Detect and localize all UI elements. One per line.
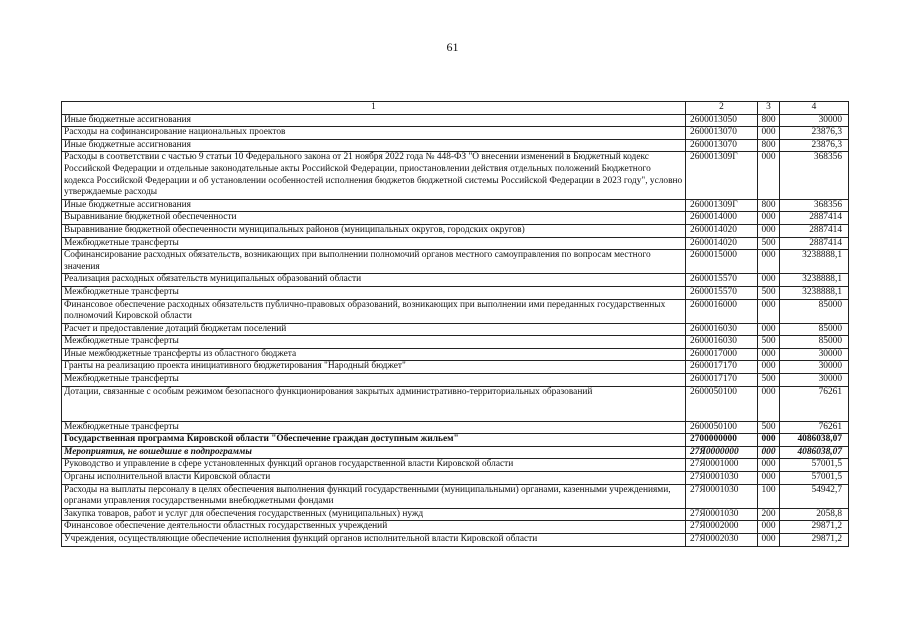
row-amount-cell: 3238888,1 (780, 274, 849, 287)
row-name-cell: Гранты на реализацию проекта инициативного бюджетирования "Народный бюджет" (62, 361, 686, 374)
row-name-cell: Межбюджетные трансферты (62, 421, 686, 434)
row-amount-cell: 57001,5 (780, 472, 849, 485)
row-type-cell: 100 (758, 484, 780, 508)
row-amount-cell: 2058,8 (780, 508, 849, 521)
row-amount-cell: 4086038,07 (780, 434, 849, 447)
row-code-cell: 27Я0001030 (686, 484, 758, 508)
row-amount-cell: 4086038,07 (780, 446, 849, 459)
table-row (62, 472, 849, 485)
header-col-1: 1 (62, 102, 686, 115)
header-col-3: 3 (758, 102, 780, 115)
table-row (62, 152, 849, 199)
row-type-cell: 000 (758, 250, 780, 274)
row-type-cell: 000 (758, 386, 780, 421)
row-name-cell: Учреждения, осуществляющие обеспечение исполнения функций органов исполнительной власти Кировской области (62, 534, 686, 547)
row-type-cell: 000 (758, 299, 780, 323)
page-number: 61 (446, 40, 459, 54)
row-type-cell: 000 (758, 348, 780, 361)
row-amount-cell: 2887414 (780, 224, 849, 237)
row-name-cell: Финансовое обеспечение расходных обязательств публично-правовых образований, возникающих при выполнении ими переданных государственных полномочий Кировской области (62, 299, 686, 323)
table-row (62, 386, 849, 421)
row-type-cell: 000 (758, 152, 780, 199)
row-amount-cell: 30000 (780, 374, 849, 387)
row-type-cell: 000 (758, 472, 780, 485)
row-type-cell: 500 (758, 421, 780, 434)
row-name-cell: Расходы в соответствии с частью 9 статьи 10 Федерального закона от 21 ноября 2022 года № 448-ФЗ "О внесении изменений в Бюджетный кодекс Российской Федерации и отдельные законодательные акты Российской Федерации, приостановлении действия отдельных положений Бюджетного кодекса Российской Федерации и об установлении особенностей исполнения бюджетов бюджетной системы Российской Федерации в 2023 году", условно утверждаемые расходы (62, 152, 686, 199)
row-amount-cell: 30000 (780, 114, 849, 127)
row-code-cell: 2700000000 (686, 434, 758, 447)
row-code-cell: 2600013050 (686, 114, 758, 127)
row-name-cell: Государственная программа Кировской области "Обеспечение граждан доступным жильем" (62, 434, 686, 447)
table-row (62, 521, 849, 534)
row-amount-cell: 29871,2 (780, 521, 849, 534)
row-amount-cell: 23876,3 (780, 127, 849, 140)
row-name-cell: Межбюджетные трансферты (62, 237, 686, 250)
row-name-cell: Руководство и управление в сфере установленных функций органов государственной власти Кировской области (62, 459, 686, 472)
row-code-cell: 2600014020 (686, 224, 758, 237)
table-row (62, 199, 849, 212)
table-row (62, 459, 849, 472)
row-amount-cell: 23876,3 (780, 139, 849, 152)
table-row (62, 139, 849, 152)
row-amount-cell: 30000 (780, 361, 849, 374)
row-amount-cell: 85000 (780, 299, 849, 323)
row-code-cell: 2600016030 (686, 336, 758, 349)
row-type-cell: 200 (758, 508, 780, 521)
table-row (62, 237, 849, 250)
table-row (62, 299, 849, 323)
row-name-cell: Межбюджетные трансферты (62, 286, 686, 299)
row-name-cell: Иные бюджетные ассигнования (62, 199, 686, 212)
row-code-cell: 2600013070 (686, 127, 758, 140)
row-code-cell: 2600015000 (686, 250, 758, 274)
table-header-row (62, 102, 849, 115)
row-type-cell: 000 (758, 521, 780, 534)
row-amount-cell: 85000 (780, 336, 849, 349)
row-name-cell: Иные бюджетные ассигнования (62, 139, 686, 152)
row-name-cell: Органы исполнительной власти Кировской области (62, 472, 686, 485)
row-name-cell: Иные межбюджетные трансферты из областного бюджета (62, 348, 686, 361)
row-name-cell: Межбюджетные трансферты (62, 374, 686, 387)
table-row (62, 274, 849, 287)
row-name-cell: Закупка товаров, работ и услуг для обеспечения государственных (муниципальных) нужд (62, 508, 686, 521)
row-type-cell: 000 (758, 446, 780, 459)
row-type-cell: 000 (758, 127, 780, 140)
row-type-cell: 000 (758, 224, 780, 237)
row-type-cell: 000 (758, 434, 780, 447)
row-code-cell: 2600016000 (686, 299, 758, 323)
row-name-cell: Выравнивание бюджетной обеспеченности муниципальных районов (муниципальных округов, городских округов) (62, 224, 686, 237)
row-type-cell: 000 (758, 212, 780, 225)
table-row (62, 508, 849, 521)
row-name-cell: Дотации, связанные с особым режимом безопасного функционирования закрытых административно-территориальных образований (62, 386, 686, 421)
row-amount-cell: 29871,2 (780, 534, 849, 547)
row-amount-cell: 85000 (780, 323, 849, 336)
row-code-cell: 2600013070 (686, 139, 758, 152)
row-name-cell: Выравнивание бюджетной обеспеченности (62, 212, 686, 225)
row-code-cell: 2600014000 (686, 212, 758, 225)
row-type-cell: 500 (758, 237, 780, 250)
row-type-cell: 000 (758, 534, 780, 547)
row-code-cell: 2600014020 (686, 237, 758, 250)
table-row (62, 421, 849, 434)
row-amount-cell: 76261 (780, 421, 849, 434)
row-amount-cell: 368356 (780, 199, 849, 212)
row-type-cell: 800 (758, 139, 780, 152)
row-amount-cell: 30000 (780, 348, 849, 361)
row-amount-cell: 2887414 (780, 212, 849, 225)
table-row (62, 434, 849, 447)
row-amount-cell: 368356 (780, 152, 849, 199)
row-code-cell: 260001309Г (686, 152, 758, 199)
row-type-cell: 000 (758, 323, 780, 336)
row-amount-cell: 2887414 (780, 237, 849, 250)
row-name-cell: Расчет и предоставление дотаций бюджетам поселений (62, 323, 686, 336)
row-name-cell: Расходы на софинансирование национальных проектов (62, 127, 686, 140)
table-row (62, 212, 849, 225)
table-row (62, 286, 849, 299)
table-row (62, 336, 849, 349)
row-code-cell: 2600050100 (686, 386, 758, 421)
row-code-cell: 2600050100 (686, 421, 758, 434)
row-name-cell: Межбюджетные трансферты (62, 336, 686, 349)
table-row (62, 361, 849, 374)
row-type-cell: 500 (758, 336, 780, 349)
row-code-cell: 2600015570 (686, 286, 758, 299)
row-code-cell: 27Я0002000 (686, 521, 758, 534)
table-row (62, 348, 849, 361)
row-type-cell: 000 (758, 274, 780, 287)
row-name-cell: Иные бюджетные ассигнования (62, 114, 686, 127)
row-code-cell: 2600017000 (686, 348, 758, 361)
table-row (62, 484, 849, 508)
row-type-cell: 800 (758, 114, 780, 127)
header-col-4: 4 (780, 102, 849, 115)
table-row (62, 534, 849, 547)
row-code-cell: 27Я0001030 (686, 508, 758, 521)
table-row (62, 374, 849, 387)
table-row (62, 127, 849, 140)
row-amount-cell: 76261 (780, 386, 849, 421)
row-name-cell: Финансовое обеспечение деятельности областных государственных учреждений (62, 521, 686, 534)
row-code-cell: 27Я0002030 (686, 534, 758, 547)
row-code-cell: 27Я0000000 (686, 446, 758, 459)
row-code-cell: 2600017170 (686, 374, 758, 387)
table-row (62, 114, 849, 127)
row-name-cell: Реализация расходных обязательств муниципальных образований области (62, 274, 686, 287)
table-row (62, 250, 849, 274)
budget-table (61, 101, 849, 547)
budget-table-body (62, 102, 849, 547)
row-type-cell: 800 (758, 199, 780, 212)
row-name-cell: Мероприятия, не вошедшие в подпрограммы (62, 446, 686, 459)
header-col-2: 2 (686, 102, 758, 115)
row-type-cell: 500 (758, 286, 780, 299)
row-type-cell: 000 (758, 459, 780, 472)
row-amount-cell: 54942,7 (780, 484, 849, 508)
row-name-cell: Расходы на выплаты персоналу в целях обеспечения выполнения функций государственными (муниципальными) органами, казенными учреждениями, органами управления государственными внебюджетными фондами (62, 484, 686, 508)
table-row (62, 446, 849, 459)
row-code-cell: 27Я0001000 (686, 459, 758, 472)
row-amount-cell: 3238888,1 (780, 286, 849, 299)
row-amount-cell: 57001,5 (780, 459, 849, 472)
table-row (62, 323, 849, 336)
row-code-cell: 2600017170 (686, 361, 758, 374)
row-code-cell: 2600016030 (686, 323, 758, 336)
row-code-cell: 2600015570 (686, 274, 758, 287)
row-amount-cell: 3238888,1 (780, 250, 849, 274)
row-type-cell: 000 (758, 361, 780, 374)
table-row (62, 224, 849, 237)
row-type-cell: 500 (758, 374, 780, 387)
row-code-cell: 27Я0001030 (686, 472, 758, 485)
row-name-cell: Софинансирование расходных обязательств, возникающих при выполнении полномочий органов местного самоуправления по вопросам местного значения (62, 250, 686, 274)
row-code-cell: 260001309Г (686, 199, 758, 212)
